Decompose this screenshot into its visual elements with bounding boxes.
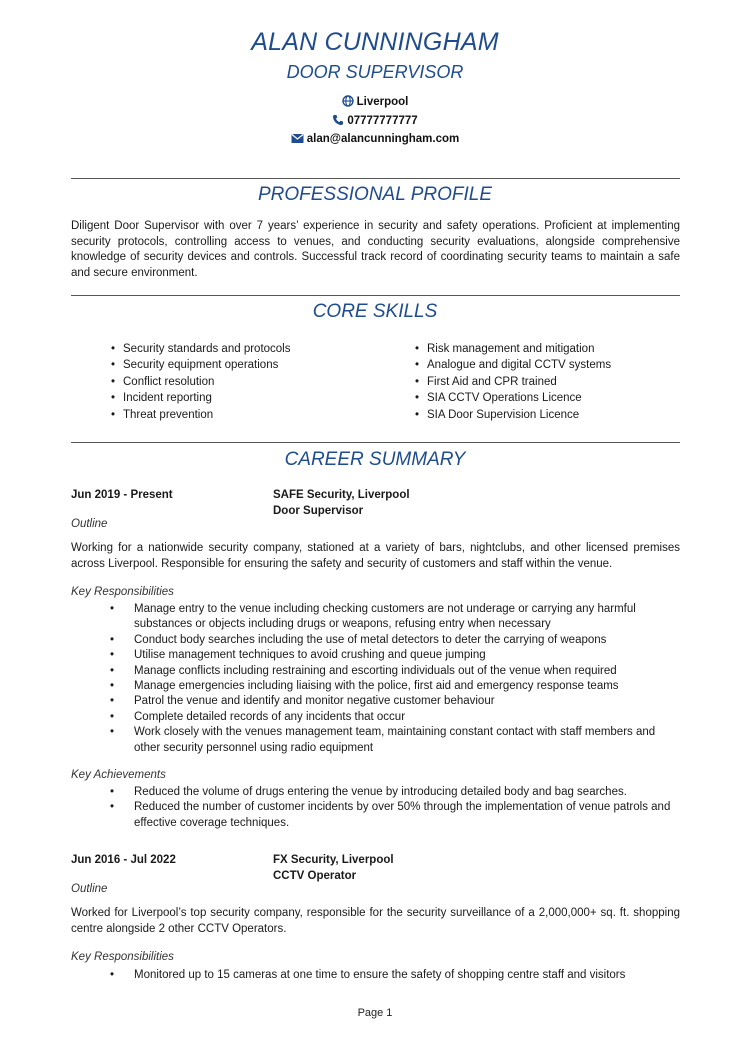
responsibilities-list [110,968,680,983]
job-outline: Worked for Liverpool’s top security company, responsible for the security surveillance of a 2,000,000+ sq. ft. shopping centre alongside 2 other CCTV Operators. [71,907,680,935]
profile-heading: PROFESSIONAL PROFILE [257,184,493,205]
skill-item: • SIA Door Supervision Licence [415,407,611,423]
skill-item: • Security equipment operations [111,357,290,373]
job-employer [273,488,410,519]
skills-heading: CORE SKILLS [312,301,438,322]
list-item: • Reduced the number of customer incidents by over 50% through the implementation of venue patrols and effective coverage techniques. [110,800,680,831]
job-role: Door Supervisor [273,504,364,517]
list-item: • Complete detailed records of any incidents that occur [110,710,680,725]
envelope-icon [291,133,304,147]
outline-label: Outline [71,883,108,895]
list-item: • Monitored up to 15 cameras at one time to ensure the safety of shopping centre staff and visitors [110,968,680,983]
skill-item: • SIA CCTV Operations Licence [415,390,611,406]
outline-label: Outline [71,518,108,530]
job-company: SAFE Security, Liverpool [273,489,410,501]
responsibilities-list [110,602,680,756]
skills-list-right [415,341,611,423]
job-outline: Working for a nationwide security company, stationed at a variety of bars, nightclubs, and other licensed premises across Liverpool. Responsible for ensuring the safety and security of customers and staff within the venue. [71,542,680,570]
career-heading: CAREER SUMMARY [284,449,466,470]
phone-icon [332,114,344,129]
job-employer [273,853,394,884]
skill-item: • Analogue and digital CCTV systems [415,357,611,373]
responsibilities-label: Key Responsibilities [71,951,174,963]
skill-item: • Conflict resolution [111,374,290,390]
divider [71,295,680,296]
phone-text: 07777777777 [347,115,418,127]
skill-item: • Risk management and mitigation [415,341,611,357]
globe-icon [342,95,354,110]
divider [71,442,680,443]
skill-item: • Incident reporting [111,390,290,406]
list-item: • Manage emergencies including liaising with the police, first aid and emergency response teams [110,679,680,694]
candidate-title: DOOR SUPERVISOR [286,62,464,82]
job-role: CCTV Operator [273,869,357,882]
list-item: • Conduct body searches including the use of metal detectors to deter the carrying of weapons [110,633,680,648]
job-company: FX Security, Liverpool [273,854,394,866]
candidate-name: ALAN CUNNINGHAM [251,28,499,56]
skill-item: • First Aid and CPR trained [415,374,611,390]
job-dates: Jun 2016 - Jul 2022 [71,854,176,866]
list-item: • Patrol the venue and identify and monitor negative customer behaviour [110,694,680,709]
page-number: Page 1 [357,1007,393,1019]
contact-location [0,95,750,110]
email-link[interactable]: alan@alancunningham.com [306,133,460,145]
achievements-list [110,785,680,831]
contact-phone [0,114,750,129]
list-item: • Manage conflicts including restraining and escorting individuals out of the venue when required [110,664,680,679]
list-item: • Work closely with the venues management team, maintaining constant contact with staff members and other security personnel using radio equipment [110,725,680,756]
divider [71,178,680,179]
skills-list-left [111,341,290,423]
contact-email[interactable] [0,133,750,147]
responsibilities-label: Key Responsibilities [71,586,174,598]
list-item: • Reduced the volume of drugs entering the venue by introducing detailed body and bag searches. [110,785,680,800]
job-dates: Jun 2019 - Present [71,489,173,501]
location-text: Liverpool [356,96,409,108]
skill-item: • Security standards and protocols [111,341,290,357]
achievements-label: Key Achievements [71,769,166,781]
profile-text: Diligent Door Supervisor with over 7 years’ experience in security and safety operations. Proficient at implementing security protocols, controlling access to venues, and conducting security evaluations, alongside comprehensive knowledge of security devices and controls. Successful track record of coordinating security teams to maintain a safe and secure environment. [71,220,680,279]
list-item: • Utilise management techniques to avoid crushing and queue jumping [110,648,680,663]
list-item: • Manage entry to the venue including checking customers are not underage or carrying any harmful substances or objects including drugs or weapons, refusing entry when necessary [110,602,680,633]
skill-item: • Threat prevention [111,407,290,423]
